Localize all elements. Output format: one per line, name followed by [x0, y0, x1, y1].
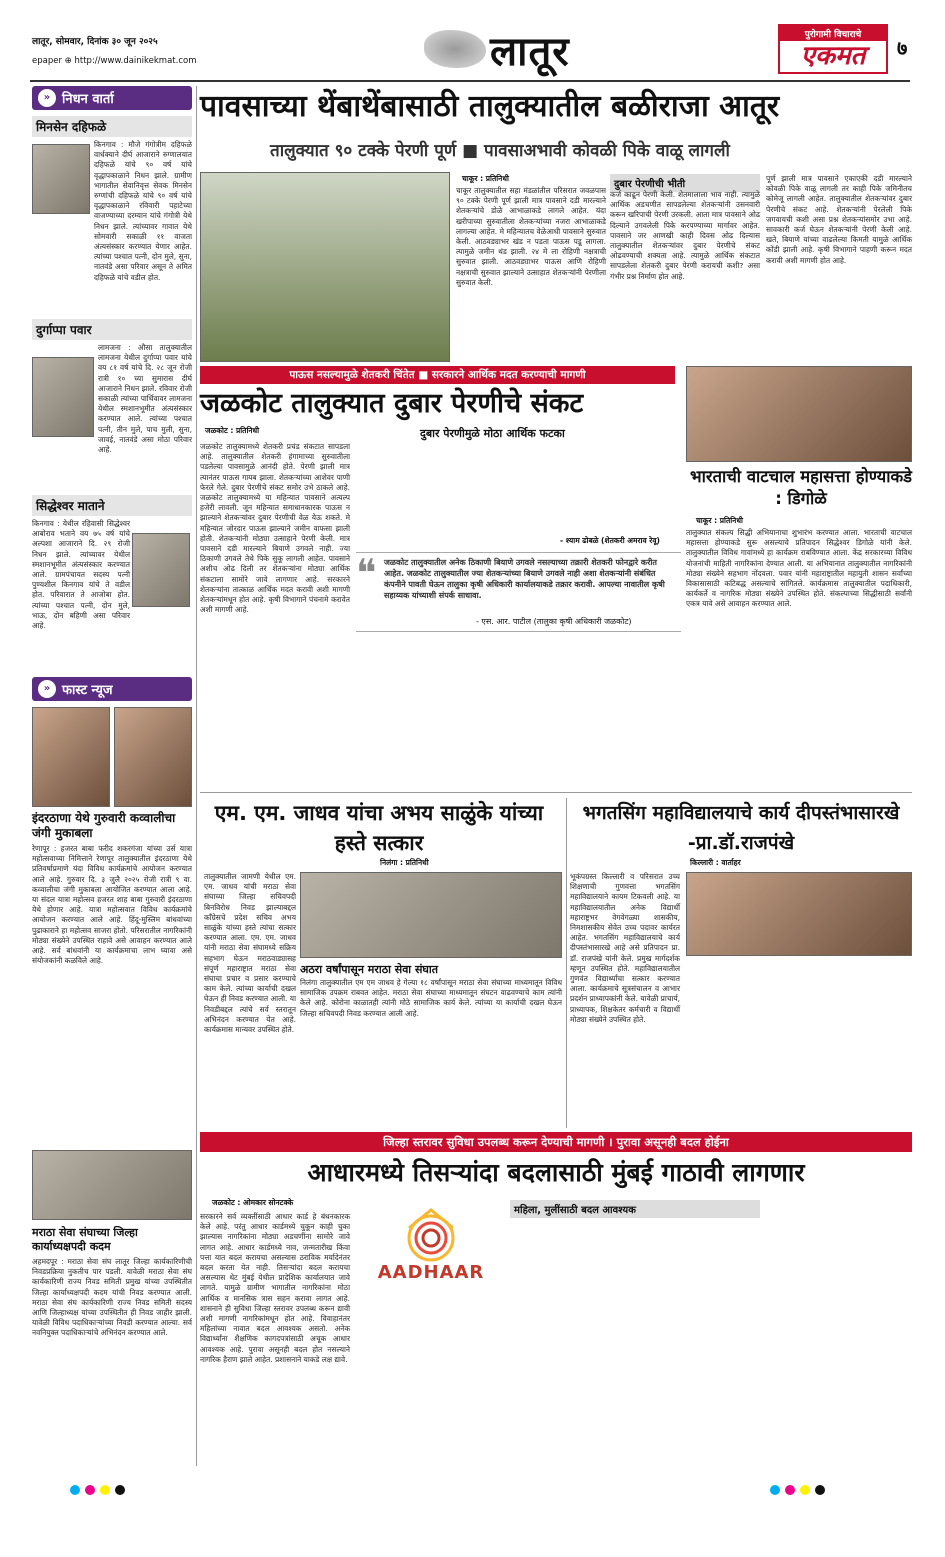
- maratha-text: अहमदपूर : मराठा सेवा संघ लातूर जिल्हा कार्यकारिणीची निवडप्रक्रिया नुकतीच पार पडली. यावेळी मराठा सेवा संघ कार्यकारिणी राज्य निवड समिती प्रमुख यांच्या उपस्थितीत जिल्हा कार्याध्यक्षपदी कदम यांची निवड करण्यात आली. मराठा सेवा संघ कार्यकारिणी राज्य निवड समिती सदस्य आणि जिल्हाध्यक्ष यांच्या उपस्थितीत ही निवड जाहीर झाली. यावेळी विविध पदाधिकाऱ्यांच्या निवडी करण्यात आल्या. सर्व नवनियुक्त पदाधिकाऱ्यांचे अभिनंदन करण्यात आले.: [32, 1257, 192, 1338]
- qawwali-headline: इंदरठाणा येथे गुरुवारी कव्वालीचा जंगी मुकाबला: [32, 811, 176, 840]
- qawwal-photo-1: [32, 707, 110, 807]
- lead-col-1: चाकूर तालुक्यातील सहा मंडळांतील परिसरात जवळपास ९० टक्के पेरणी पूर्ण झाली मात्र पावसाने दडी मारल्याने शेतकऱ्यांचे डोळे आभाळाकडे लागले आहेत. यंदा खरीपाच्या सुरुवातीला शेतकऱ्यांच्या नजरा आभाळाकडे लागल्या आहेत. मे महिन्यातच वेळेआधी पावसाने सुरुवात केली. आठवड्याभर खंड न पडता पाऊस पडू लागला. त्यामुळे जमीन थंड झाली. २४ मे ला रोहिणी नक्षत्राची सुरुवात झाली. आठवड्याभर पाऊस आणि रोहिणी नक्षत्राची सुरुवात झाल्याने उत्साहात शेतकऱ्यांनी पेरणीला सुरुवात केली.: [456, 186, 606, 287]
- lead-col-3: पूर्ण झाली मात्र पावसाने एकाएकी दडी मारल्याने कोवळी पिके वाळू लागली तर काही पिके जमिनीतच कोमेजू लागली आहेत. तालुक्यातील शेतकऱ्यांवर दुबार पेरणीचे संकट आहे. शेतकऱ्यांनी पेरलेली पिके जगवायची कशी असा प्रश्न शेतकऱ्यांसमोर उभा आहे. सावकारी कर्ज घेऊन शेतकऱ्यांनी पेरणी केली आहे. खते, बियाणे यांच्या वाढलेल्या किमती यामुळे आर्थिक कोंडी झाली आहे. कृषी विभागाने पाहणी करून मदत करावी अशी मागणी होत आहे.: [766, 174, 912, 265]
- bhagatsingh-body-2: [686, 962, 912, 1128]
- aadhaar-body-2: [356, 1300, 506, 1464]
- jalkot-body-2: [356, 636, 681, 786]
- lead-col-2: कर्ज काढून पेरणी केली. शेतमालाला भाव नाही. त्यामुळे आर्थिक अडचणीत सापडलेल्या शेतकऱ्यांनी उसनवारी करून खरिपाची पेरणी उरकली. आता मात्र पावसाने ओढ दिल्याने उगवलेली पिके करपण्याच्या मार्गावर आहेत. पावसाने जर आणखी काही दिवस ओढ दिल्यास तालुक्यातील शेतकऱ्यांवर दुबार पेरणीचे संकट ओढवण्याची शक्यता आहे. त्यामुळे आर्थिक संकटात सापडलेला शेतकरी दुबार पेरणी करायची कशी? असा गंभीर प्रश्न निर्माण होत आहे.: [610, 190, 760, 281]
- aadhaar-byline: जळकोट : ओमकार सोनटक्के: [212, 1198, 294, 1207]
- mid-rule: [200, 792, 912, 793]
- aadhaar-body: सरकारने सर्व व्यक्तींसाठी आधार कार्ड हे बंधनकारक केले आहे. परंतु आधार कार्डमध्ये चुकून काही चुका झाल्यास नागरिकांना मोठ्या अडचणींना सामोरे जावे लागत आहे. आधार कार्डमध्ये नाव, जन्मतारीख किंवा पत्ता यात बदल करायचा असल्यास ठराविक मर्यादेनंतर बदल करता येत नाही. तिसऱ्यांदा बदल करायचा असल्यास थेट मुंबई येथील प्रादेशिक कार्यालयात जावे लागते. यामुळे ग्रामीण भागातील नागरिकांना मोठा आर्थिक व मानसिक त्रास सहन करावा लागत आहे. शासनाने ही सुविधा जिल्हा स्तरावर उपलब्ध करून द्यावी अशी मागणी नागरिकांमधून होत आहे. विवाहानंतर महिलांच्या नावात बदल आवश्यक असतो. अनेक विद्यार्थ्यांना शैक्षणिक कागदपत्रांसाठी अचूक आधार आवश्यक आहे. पुरावा असूनही बदल होत नसल्याने नागरिक हैराण झाले आहेत. प्रशासनाने याकडे लक्ष द्यावे.: [200, 1212, 350, 1364]
- page-number: ७: [897, 36, 908, 60]
- aadhaar-logo-text: AADHAAR: [377, 1262, 485, 1283]
- fingerprint-icon: [404, 1208, 458, 1258]
- sidebar: [32, 86, 192, 1466]
- jalkot-body: जळकोट तालुक्यामध्ये शेतकरी प्रचंड संकटात सापडला आहे. तालुक्यातील शेतकरी हंगामाच्या सुरुवातीला पडलेल्या पावसामुळे आनंदी होते. पेरणी झाली मात्र त्यानंतर पाऊस गायब झाला. शेतकऱ्यांच्या आशेवर पाणी फेरले गेले. दुबार पेरणीचे संकट समोर उभे ठाकले आहे. जळकोट तालुक्यामध्ये या महिन्यात पावसाने अत्यल्प हजेरी लावली. जून महिन्यात समाधानकारक पाऊस न झाल्याने शेतकऱ्यांवर दुबार पेरणीची वेळ येऊ शकते. मे महिन्यात जोरदार पाऊस झाल्याने जमीन वाफसा झाली होती. शेतकऱ्यांनी मोठ्या उत्साहाने पेरणी केली. मात्र पावसाने दडी मारल्याने बियाणे उगवले नाही. ज्या ठिकाणी उगवले तेथे पिके सुकू लागली आहेत. पावसाने अशीच ओढ दिली तर शेतकऱ्यांना मोठ्या आर्थिक संकटाला सामोरे जावे लागणार आहे. सरकारने शेतकऱ्यांना तात्काळ आर्थिक मदत करावी अशी मागणी शेतकऱ्यांमधून होत आहे. कृषी विभागाने पंचनामे करावेत अशी मागणी आहे.: [200, 442, 350, 615]
- jadhav-caption-title: अठरा वर्षांपासून मराठा सेवा संघात: [300, 963, 439, 976]
- felicitation-photo: [300, 872, 562, 958]
- jadhav-byline: निलंगा : प्रतिनिधी: [380, 858, 429, 867]
- jalkot-body-top: [356, 442, 681, 538]
- quote-box: [356, 552, 681, 632]
- maratha-group-photo: [32, 1150, 192, 1220]
- website-link[interactable]: http://www.dainikekmat.com: [74, 56, 197, 66]
- reg-dot: [70, 1485, 80, 1495]
- aadhaar-strip: जिल्हा स्तरावर सुविधा उपलब्ध करून देण्याची मागणी । पुरावा असूनही बदल होईना: [200, 1132, 912, 1152]
- chevron-icon: »: [38, 89, 56, 107]
- quote-text: जळकोट तालुक्यातील अनेक ठिकाणी बियाणे उगवले नसल्याच्या तक्रारी शेतकरी फोनद्वारे करीत आहेत. जळकोट तालुक्यातील ज्या शेतकऱ्यांच्या बियाणे उगवले नाही अशा शेतकऱ्यांनी संबंधित कंपनीने पावती घेऊन तालुका कृषी अधिकारी कार्यालयाकडे तक्रार करावी. आपल्या नावातील कृषी सहाय्यक यांच्याशी संपर्क साधावा.: [384, 558, 665, 600]
- reg-dot: [85, 1485, 95, 1495]
- aadhaar-headline: आधारमध्ये तिसऱ्यांदा बदलासाठी मुंबई गाठावी लागणार: [307, 1158, 805, 1187]
- obituary-photo-2: [32, 357, 94, 437]
- digole-byline: चाकूर : प्रतिनिधी: [696, 516, 743, 525]
- qawwali-text: रेणापूर : हजरत बाबा फरीद शकरगंजा यांच्या उर्स यात्रा महोत्सवाच्या निमित्ताने रेणापूर तालुक्यातील इंदरठाणा येथे प्रतिवर्षाप्रमाणे यंदा विविध कार्यक्रमांचे आयोजन करण्यात आले आहे. गुरुवार दि. ३ जुलै २०२५ रोजी रात्री ९ वा. कव्वालीचा जंगी मुकाबला आयोजित करण्यात आला आहे. या संदल यात्रा महोत्सव हजरत शाह बाबा गुरुवारी इंदरठाणा येथे होणार आहे. यात्रा महोत्सवात विविध कार्यक्रमांचे आयोजन करण्यात आले आहे. हिंदू-मुस्लिम बांधवांच्या पुढाकाराने हा महोत्सव साजरा होतो. परिसरातील नागरिकांनी मोठ्या संख्येने उपस्थित राहावे असे आवाहन करण्यात आले आहे. सर्व बांधवांनी या कार्यक्रमाचा लाभ घ्यावा असे संयोजकांनी कळविले आहे.: [32, 844, 192, 966]
- masthead: [0, 0, 945, 82]
- aadhaar-side-title: महिला, मुलींसाठी बदल आवश्यक: [510, 1200, 760, 1218]
- date-line: लातूर, सोमवार, दिनांक ३० जून २०२५: [32, 37, 158, 47]
- epaper-url[interactable]: [32, 56, 196, 66]
- jadhav-headline: एम. एम. जाधव यांचा अभय साळुंके यांच्या हस्ते सत्कार: [214, 801, 544, 855]
- reg-dot: [770, 1485, 780, 1495]
- jadhav-body: तालुक्यातील जामणी येथील एम. एम. जाधव यांची मराठा सेवा संघाच्या जिल्हा सचिवपदी बिनविरोध निवड झाल्याबद्दल काँग्रेसचे प्रदेश सचिव अभय साळुंके यांच्या हस्ते त्यांचा सत्कार करण्यात आला. एम. एम. जाधव यांनी मराठा सेवा संघामध्ये सक्रिय सहभाग घेऊन मराठवाड्यासह संपूर्ण महाराष्ट्रात मराठा सेवा संघाचा प्रचार व प्रसार करण्याचे काम केले. त्यांच्या कार्याची दखल घेऊन ही निवड करण्यात आली. या निवडीबद्दल त्यांचे सर्व स्तरातून अभिनंदन करण्यात येत आहे. कार्यक्रमास मान्यवर उपस्थित होते.: [204, 872, 296, 1035]
- aadhaar-body-3: [510, 1216, 760, 1296]
- reg-dot: [115, 1485, 125, 1495]
- college-event-photo: [686, 872, 912, 956]
- obituary-photo-3: [132, 533, 190, 607]
- aadhaar-logo: [356, 1208, 506, 1294]
- jalkot-strip: पाऊस नसल्यामुळे शेतकरी चिंतेत ■ सरकारने आर्थिक मदत करण्याची मागणी: [200, 366, 675, 384]
- masthead-rule: [30, 80, 910, 82]
- jalkot-headline: जळकोट तालुक्यात दुबार पेरणीचे संकट: [200, 388, 584, 419]
- bhagatsingh-headline: भगतसिंग महाविद्यालयाचे कार्य दीपस्तंभासारखे -प्रा.डॉ.राजपंखे: [582, 802, 900, 854]
- jadhav-body-2: [300, 1048, 562, 1126]
- registration-marks-right: [770, 1485, 825, 1495]
- quote-attribution: - एस. आर. पाटील (तालुका कृषी अधिकारी जळकोट): [476, 617, 632, 626]
- obituary-name-1: मिनसेन दहिफळे: [32, 116, 192, 137]
- globe-icon: ⊕: [64, 56, 72, 66]
- qawwal-photo-2: [114, 707, 192, 807]
- jalkot-subhead: दुबार पेरणीमुळे मोठा आर्थिक फटका: [420, 427, 565, 440]
- aadhaar-body-5: [764, 1200, 912, 1464]
- digole-headline: भारताची वाटचाल महासत्ता होण्याकडे : डिगोळे: [690, 467, 912, 508]
- obituary-text-2: लामजना : औसा तालुक्यातील लामजना येथील दुर्गाप्पा पवार यांचे वय ८१ वर्ष यांचे दि. २८ जून रोजी रात्री १० च्या सुमारास दीर्घ आजाराने निधन झाले. रविवार रोजी सकाळी त्यांच्या पार्थिवावर लामजना येथील स्मशानभूमीत अंत्यसंस्कार करण्यात आले. त्यांच्या पश्चात पत्नी, तीन मुले, पाच मुली, सुना, जावई, नातवंडे असा मोठा परिवार आहे.: [98, 343, 192, 455]
- fast-news-header: » फास्ट न्यूज: [32, 677, 192, 701]
- digole-event-photo: [686, 366, 912, 462]
- quote-mark-icon: ❝: [356, 551, 377, 595]
- jalkot-right-note: - श्याम ढोबळे (शेतकरी अमराव रेवू): [560, 536, 660, 545]
- reg-dot: [800, 1485, 810, 1495]
- digole-body: तालुक्यात संकल्प सिद्धी अभियानाचा शुभारंभ करण्यात आला. भारताची वाटचाल महासत्ता होण्याकडे सुरू असल्याचे प्रतिपादन सिद्धेश्वर डिगोळे यांनी केले. तालुक्यातील विविध गावांमध्ये हा कार्यक्रम राबविण्यात आला. केंद्र सरकारच्या विविध योजनांची माहिती नागरिकांना देण्यात आली. या अभियानात तालुक्यातील नागरिकांनी मोठ्या संख्येने सहभाग नोंदवला. पवार यांनी महाराष्ट्रातील महायुती शासन सर्वांच्या विकासासाठी कटिबद्ध असल्याचे सांगितले. कार्यक्रमास तालुक्यातील पदाधिकारी, कार्यकर्ते व नागरिक मोठ्या संख्येने उपस्थित होते. संकल्पाच्या सिद्धीसाठी सर्वांनी एकत्र यावे असे आवाहन करण्यात आले.: [686, 528, 912, 609]
- crop-field-photo: [200, 172, 450, 362]
- obituary-text-3: किनगाव : येथील रहिवासी सिद्धेश्वर आबोराव भताने वय ७५ वर्ष यांचे अल्पशा आजाराने दि. २९ रोजी निधन झाले. त्यांच्यावर येथील स्मशानभूमीत अंत्यसंस्कार करण्यात आले. ग्रामपंचायत सदस्य पत्नी पुण्यशील किनगाव यांचे ते वडील होत. परिवारात ते आजोबा होत. त्यांच्या पश्चात पत्नी, दोन मुले, भाऊ, दोन बहिणी असा परिवार आहे.: [32, 519, 130, 631]
- brand-name: एकमत: [800, 41, 866, 71]
- reg-dot: [785, 1485, 795, 1495]
- registration-marks-left: [70, 1485, 125, 1495]
- maratha-headline: मराठा सेवा संघाच्या जिल्हा कार्याध्यक्षपदी कदम: [32, 1226, 138, 1253]
- reg-dot: [815, 1485, 825, 1495]
- page-title: लातूर: [490, 29, 570, 75]
- map-icon: [424, 30, 486, 68]
- jadhav-caption: निलंगा तालुक्यातील एम एम जाधव हे गेल्या १८ वर्षांपासून मराठा सेवा संघाच्या माध्यमातून विविध सामाजिक उपक्रम राबवत आहेत. मराठा सेवा संघाच्या माध्यमातून संघटन वाढवण्याचे काम त्यांनी केले आहे. कोरोना काळातही त्यांनी मोठे सामाजिक कार्य केले. त्यांच्या या कार्याची दखल घेऊन जिल्हा सचिवपदी निवड करण्यात आली आहे.: [300, 978, 562, 1018]
- chevron-icon: »: [38, 680, 56, 698]
- obituary-text-1: किनगाव : मौजे गंगोत्रीम दहिफळे वार्धक्याने दीर्घ आजाराने रुग्णालयात दहिफळे यांचे ९० वर्ष यांचे वृद्धापकाळाने निधन झाले. ग्रामीण भागातील सेवानिवृत्त सेवक मिनसेन रुग्णांची दहिफळे यांचे ९० वर्ष यांचे वृद्धापकाळाने रविवारी पहाटेच्या वाजण्याच्या दरम्यान यांचे गंगोत्री येथे निधन झाले. त्यांच्यावर गावात येथे सोमवारी सकाळी ११ वाजता अंत्यसंस्कार करण्यात येणार आहेत. त्यांच्या पश्चात पत्नी, दोन मुले, सुना, नातवंडे असा परिवार असून ते अमित दहिफळे यांचे वडील होत.: [94, 140, 192, 282]
- obituary-name-3: सिद्धेश्वर माताने: [32, 495, 192, 516]
- mid-divider: [566, 798, 567, 1128]
- brand-logo: [778, 24, 888, 74]
- obituary-name-2: दुर्गाप्पा पवार: [32, 319, 192, 340]
- brand-tagline: पुरोगामी विचाराचे: [780, 26, 886, 41]
- bhagatsingh-body: भूकंपग्रस्त किल्लारी व परिसरात उच्च शिक्षणाची गुणवत्ता भगतसिंग महाविद्यालयाने कायम टिकवली आहे. या महाविद्यालयातील अनेक विद्यार्थी महाराष्ट्रभर वेगवेगळ्या शासकीय, निमशासकीय सेवेत उच्च पदावर कार्यरत आहेत. भगतसिंग महाविद्यालयाचे कार्य दीपस्तंभासारखे आहे असे प्रतिपादन प्रा. डॉ. राजपंखे यांनी केले. प्रमुख मार्गदर्शक म्हणून उपस्थित होते. महाविद्यालयातील गुणवंत विद्यार्थ्यांचा सत्कार करण्यात आला. कार्यक्रमाचे सूत्रसंचालन व आभार प्रदर्शन प्राध्यापकांनी केले. यावेळी प्राचार्य, प्राध्यापक, शिक्षकेतर कर्मचारी व विद्यार्थी मोठ्या संख्येने उपस्थित होते.: [570, 872, 680, 1024]
- reg-dot: [100, 1485, 110, 1495]
- jalkot-byline: जळकोट : प्रतिनिधी: [205, 426, 260, 435]
- bhagatsingh-byline: किल्लारी : वार्ताहर: [690, 858, 741, 867]
- aadhaar-body-4: [510, 1300, 760, 1464]
- lead-col-2-title: दुबार पेरणीची भीती: [610, 174, 760, 192]
- epaper-label: epaper: [32, 56, 62, 66]
- obituary-photo-1: [32, 144, 90, 214]
- sidebar-divider: [196, 86, 197, 1466]
- lead-byline: चाकूर : प्रतिनिधी: [462, 174, 509, 183]
- lead-headline: पावसाच्या थेंबाथेंबासाठी तालुक्यातील बळीराजा आतूर: [200, 89, 780, 124]
- lead-subheadline: तालुक्यात ९० टक्के पेरणी पूर्ण ■ पावसाअभावी कोवळी पिके वाळू लागली: [270, 141, 730, 161]
- obituary-header: » निधन वार्ता: [32, 86, 192, 110]
